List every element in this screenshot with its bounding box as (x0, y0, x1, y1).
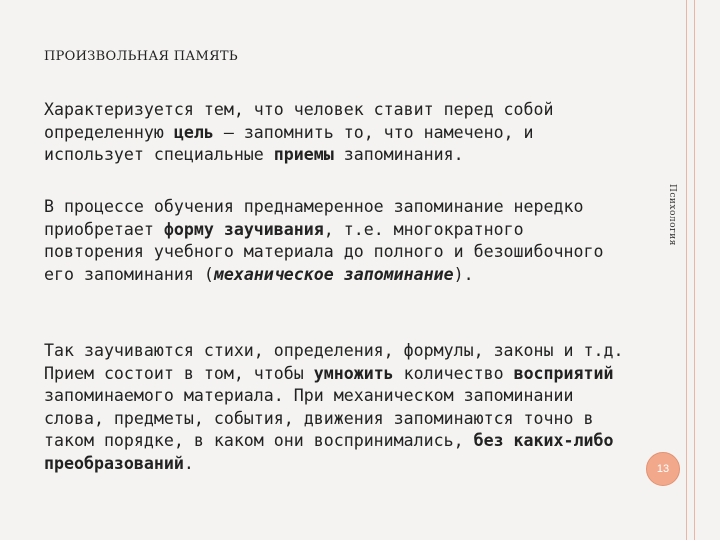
side-subject-label: Психология (667, 184, 677, 246)
bold-term-techniques: приемы (273, 145, 334, 164)
bold-term-no-transformations: без каких-либо преобразований (44, 431, 614, 473)
text-segment: запоминаемого материала. При механическом запоминании слова, предметы, события, движения запоминаются точно в таком порядке, в каком они воспринимались, (44, 386, 594, 450)
bold-italic-term-mechanical: механическое запоминание (213, 264, 454, 284)
text-segment: Так заучиваются стихи, определения, формулы, законы и т.д. Прием состоит в том, чтобы (44, 341, 624, 383)
paragraph-technique (44, 340, 624, 475)
text-segment: . (183, 453, 194, 473)
text-segment: запоминания. (333, 145, 464, 164)
page-number-badge (646, 452, 680, 486)
text-segment: количество (393, 363, 514, 383)
text-segment: В процессе обучения преднамеренное запоминание нередко приобретает (44, 197, 584, 239)
slide-title: ПРОИЗВОЛЬНАЯ ПАМЯТЬ (44, 49, 238, 64)
bold-term-perceptions: восприятий (513, 363, 614, 383)
bold-term-memorization-form: форму заучивания (163, 219, 324, 239)
text-segment: Характеризуется тем, что человек ставит перед собой определенную (44, 100, 554, 142)
text-segment: ). (453, 264, 474, 284)
text-segment: , т.е. многократного повторения учебного материала до полного и безошибочного его запоминания ( (44, 219, 604, 284)
frame-line-left (686, 0, 687, 540)
text-segment: – запомнить то, что намечено, и использует специальные (44, 122, 534, 164)
frame-line-right (694, 0, 695, 540)
bold-term-goal: цель (173, 122, 214, 142)
paragraph-definition (44, 99, 624, 167)
bold-term-multiply: умножить (313, 363, 394, 383)
paragraph-learning (44, 196, 624, 286)
page-number: 13 (656, 463, 670, 475)
